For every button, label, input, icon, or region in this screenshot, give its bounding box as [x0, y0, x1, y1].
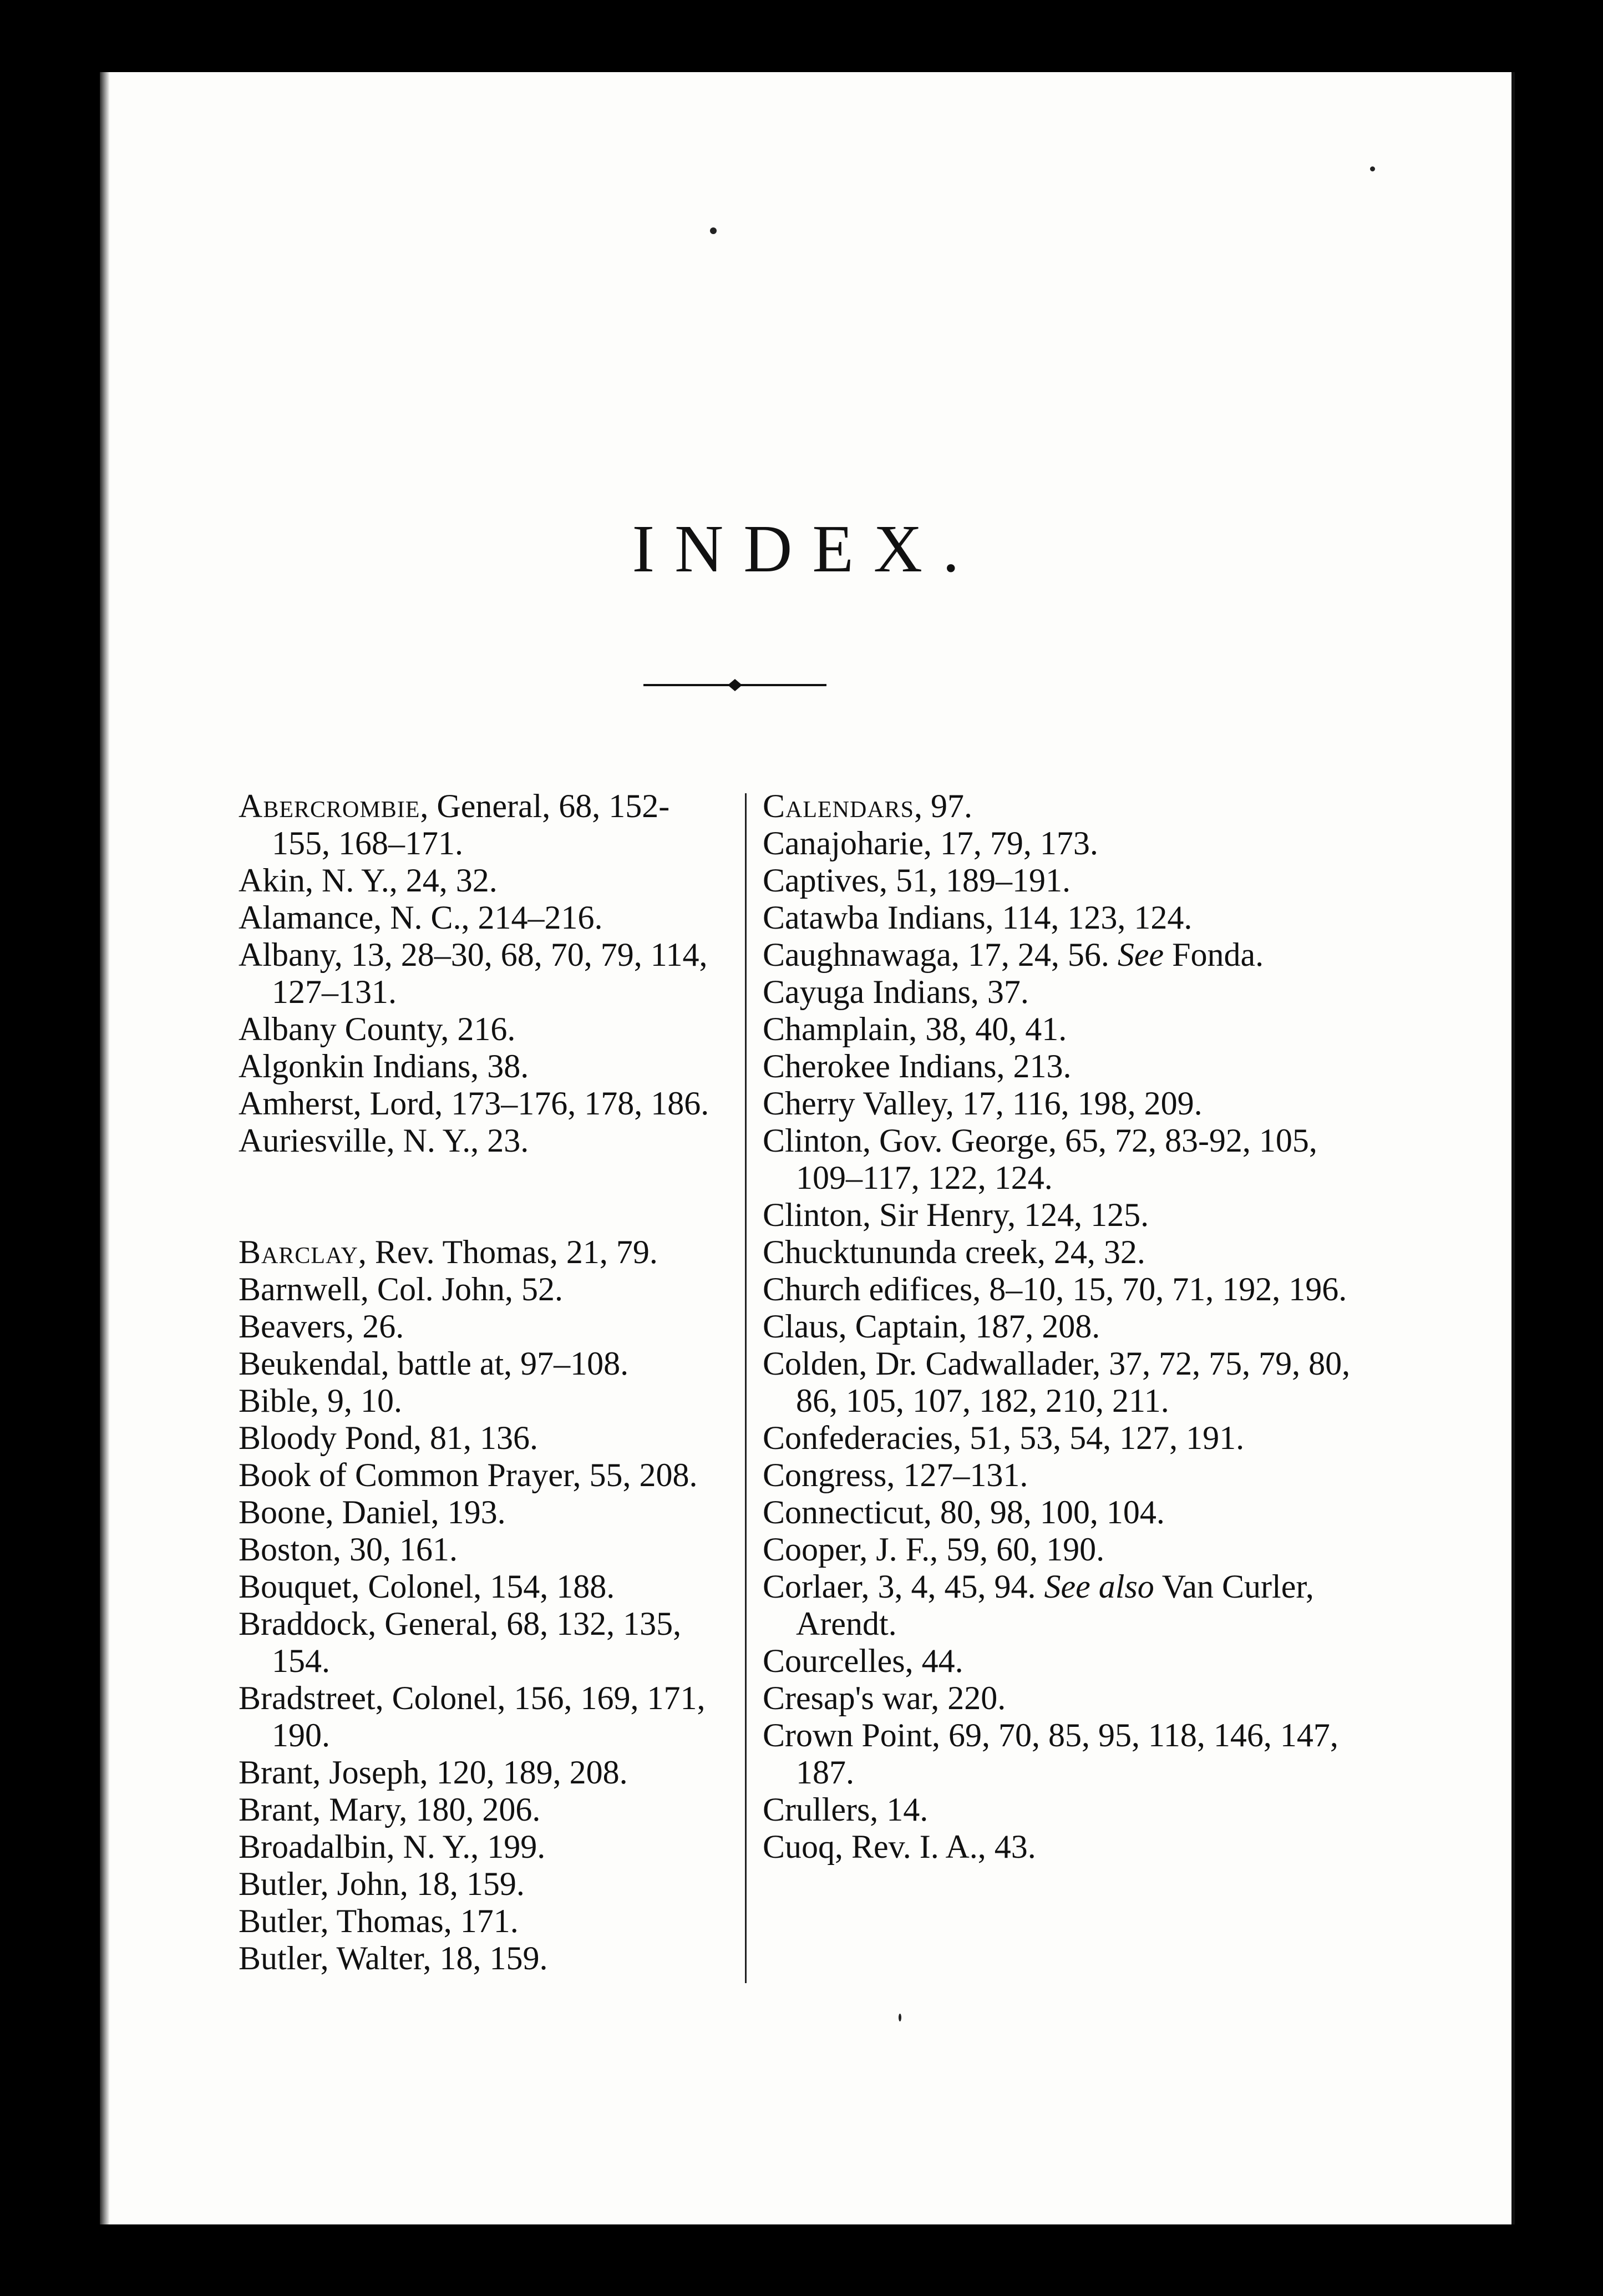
index-entry-text: Brant, Joseph, 120, 189, 208.	[239, 1754, 628, 1791]
see-reference: See	[1117, 936, 1164, 973]
index-entry-text: , Rev. Thomas, 21, 79.	[358, 1234, 658, 1270]
index-entry-text: Butler, John, 18, 159.	[239, 1866, 525, 1902]
index-entry-text: Albany County, 216.	[239, 1011, 516, 1047]
index-entry-head: Calendars	[763, 788, 915, 824]
index-entry-text: Brant, Mary, 180, 206.	[239, 1791, 541, 1828]
index-entry-text: Cherry Valley, 17, 116, 198, 209.	[763, 1085, 1203, 1122]
index-entry-text: Albany, 13, 28–30, 68, 70, 79, 114, 127–131.	[239, 936, 708, 1010]
index-entry-text: Corlaer, 3, 4, 45, 94.	[763, 1568, 1044, 1605]
index-entry-text: Crullers, 14.	[763, 1791, 929, 1828]
column-divider-rule	[745, 793, 747, 1983]
index-entry-text: Boston, 30, 161.	[239, 1531, 458, 1568]
ink-speck	[899, 2014, 901, 2021]
index-entry	[763, 1643, 1362, 1680]
index-entry	[239, 1457, 727, 1494]
index-entry	[763, 974, 1362, 1011]
index-entry	[239, 1345, 727, 1382]
index-entry-text: Catawba Indians, 114, 123, 124.	[763, 899, 1193, 936]
index-entry-text: Church edifices, 8–10, 15, 70, 71, 192, 196.	[763, 1271, 1347, 1307]
page-title: INDEX.	[632, 511, 980, 586]
index-entry-text: Colden, Dr. Cadwallader, 37, 72, 75, 79, 80, 86, 105, 107, 182, 210, 211.	[763, 1345, 1351, 1419]
index-entry-text: Alamance, N. C., 214–216.	[239, 899, 603, 936]
index-entry-text: Braddock, General, 68, 132, 135, 154.	[239, 1605, 682, 1679]
index-entry	[239, 1271, 727, 1308]
index-entry-text: Butler, Walter, 18, 159.	[239, 1940, 548, 1976]
index-entry-text: Bloody Pond, 81, 136.	[239, 1420, 539, 1456]
index-entry	[763, 899, 1362, 936]
index-entry	[239, 1680, 727, 1754]
index-entry	[239, 1828, 727, 1866]
index-entry	[763, 1122, 1362, 1197]
index-entry-text: Canajoharie, 17, 79, 173.	[763, 825, 1098, 861]
index-entry-text: Van Curler, Arendt.	[796, 1568, 1314, 1642]
index-entry-text: Auriesville, N. Y., 23.	[239, 1122, 529, 1159]
index-entry	[239, 1420, 727, 1457]
index-entry	[763, 1531, 1362, 1568]
index-entry-text: Bradstreet, Colonel, 156, 169, 171, 190.	[239, 1680, 706, 1753]
index-entry	[763, 1345, 1362, 1420]
index-entry	[239, 862, 727, 899]
index-entry-text: Beukendal, battle at, 97–108.	[239, 1345, 629, 1382]
index-entry	[763, 862, 1362, 899]
index-entry-head: Abercrombie	[239, 788, 420, 824]
index-entry	[239, 1085, 727, 1122]
index-entry-text: Caughnawaga, 17, 24, 56.	[763, 936, 1118, 973]
index-entry	[763, 936, 1362, 974]
index-entry	[763, 1568, 1362, 1643]
index-entry	[239, 1866, 727, 1903]
index-entry-text: Clinton, Gov. George, 65, 72, 83-92, 105, 109–117, 122, 124.	[763, 1122, 1317, 1196]
index-entry-text: Bouquet, Colonel, 154, 188.	[239, 1568, 615, 1605]
index-entry	[239, 1308, 727, 1345]
index-entry	[239, 1568, 727, 1605]
index-entry-text: Claus, Captain, 187, 208.	[763, 1308, 1100, 1345]
index-entry	[239, 1234, 727, 1271]
index-entry	[763, 1234, 1362, 1271]
index-entry-text: Clinton, Sir Henry, 124, 125.	[763, 1197, 1149, 1233]
index-entry-text: Amherst, Lord, 173–176, 178, 186.	[239, 1085, 709, 1122]
ink-speck	[710, 227, 717, 234]
index-entry	[763, 825, 1362, 862]
index-entry	[763, 1494, 1362, 1531]
letter-section-gap	[239, 1159, 727, 1234]
index-entry	[763, 1717, 1362, 1791]
index-column-left	[239, 788, 727, 1977]
index-entry	[763, 1011, 1362, 1048]
index-entry	[763, 1680, 1362, 1717]
index-entry-text: Connecticut, 80, 98, 100, 104.	[763, 1494, 1165, 1530]
index-entry-text: Book of Common Prayer, 55, 208.	[239, 1457, 698, 1493]
index-column-right	[763, 788, 1362, 1866]
index-entry	[239, 1940, 727, 1977]
index-entry-text: Bible, 9, 10.	[239, 1382, 402, 1419]
title-ornament-divider	[643, 674, 826, 696]
index-entry	[239, 1382, 727, 1420]
page-spine-shadow	[100, 72, 110, 2224]
index-entry-text: Congress, 127–131.	[763, 1457, 1028, 1493]
index-entry	[239, 899, 727, 936]
index-entry-text: Cayuga Indians, 37.	[763, 974, 1029, 1010]
ink-speck	[1370, 166, 1375, 171]
index-entry	[239, 1048, 727, 1085]
index-entry	[763, 1197, 1362, 1234]
index-entry-text: , 97.	[914, 788, 973, 824]
index-entry	[239, 1122, 727, 1159]
index-entry	[239, 1531, 727, 1568]
index-page	[100, 72, 1515, 2224]
index-entry-text: Boone, Daniel, 193.	[239, 1494, 506, 1530]
index-entry	[763, 1828, 1362, 1866]
index-entry-text: Barnwell, Col. John, 52.	[239, 1271, 563, 1307]
index-entry-text: Chucktununda creek, 24, 32.	[763, 1234, 1145, 1270]
see-reference: See also	[1044, 1568, 1154, 1605]
index-entry	[763, 788, 1362, 825]
index-entry-text: Captives, 51, 189–191.	[763, 862, 1071, 899]
index-entry-text: Butler, Thomas, 171.	[239, 1903, 519, 1939]
index-entry-text: Cuoq, Rev. I. A., 43.	[763, 1828, 1036, 1865]
index-entry	[763, 1271, 1362, 1308]
index-entry-text: Crown Point, 69, 70, 85, 95, 118, 146, 147, 187.	[763, 1717, 1338, 1791]
index-entry-text: Broadalbin, N. Y., 199.	[239, 1828, 546, 1865]
index-entry-text: Cherokee Indians, 213.	[763, 1048, 1072, 1084]
index-entry	[763, 1048, 1362, 1085]
index-entry-text: Courcelles, 44.	[763, 1643, 963, 1679]
index-entry	[239, 1011, 727, 1048]
index-entry	[239, 1605, 727, 1680]
index-entry-text: Champlain, 38, 40, 41.	[763, 1011, 1067, 1047]
index-entry	[763, 1791, 1362, 1828]
index-entry-text: Confederacies, 51, 53, 54, 127, 191.	[763, 1420, 1245, 1456]
index-entry	[239, 788, 727, 862]
index-entry	[763, 1308, 1362, 1345]
index-entry-text: , General, 68, 152-155, 168–171.	[272, 788, 670, 861]
index-entry	[239, 1903, 727, 1940]
index-entry-text: Beavers, 26.	[239, 1308, 404, 1345]
index-entry	[763, 1420, 1362, 1457]
index-entry	[763, 1457, 1362, 1494]
index-entry-text: Akin, N. Y., 24, 32.	[239, 862, 498, 899]
index-entry-text: Algonkin Indians, 38.	[239, 1048, 529, 1084]
index-entry-head: Barclay	[239, 1234, 358, 1270]
index-entry-text: Cooper, J. F., 59, 60, 190.	[763, 1531, 1105, 1568]
index-entry	[239, 1494, 727, 1531]
index-entry	[239, 936, 727, 1011]
index-entry	[763, 1085, 1362, 1122]
index-entry	[239, 1791, 727, 1828]
index-entry-text: Fonda.	[1164, 936, 1264, 973]
index-entry	[239, 1754, 727, 1791]
index-entry-text: Cresap's war, 220.	[763, 1680, 1006, 1716]
